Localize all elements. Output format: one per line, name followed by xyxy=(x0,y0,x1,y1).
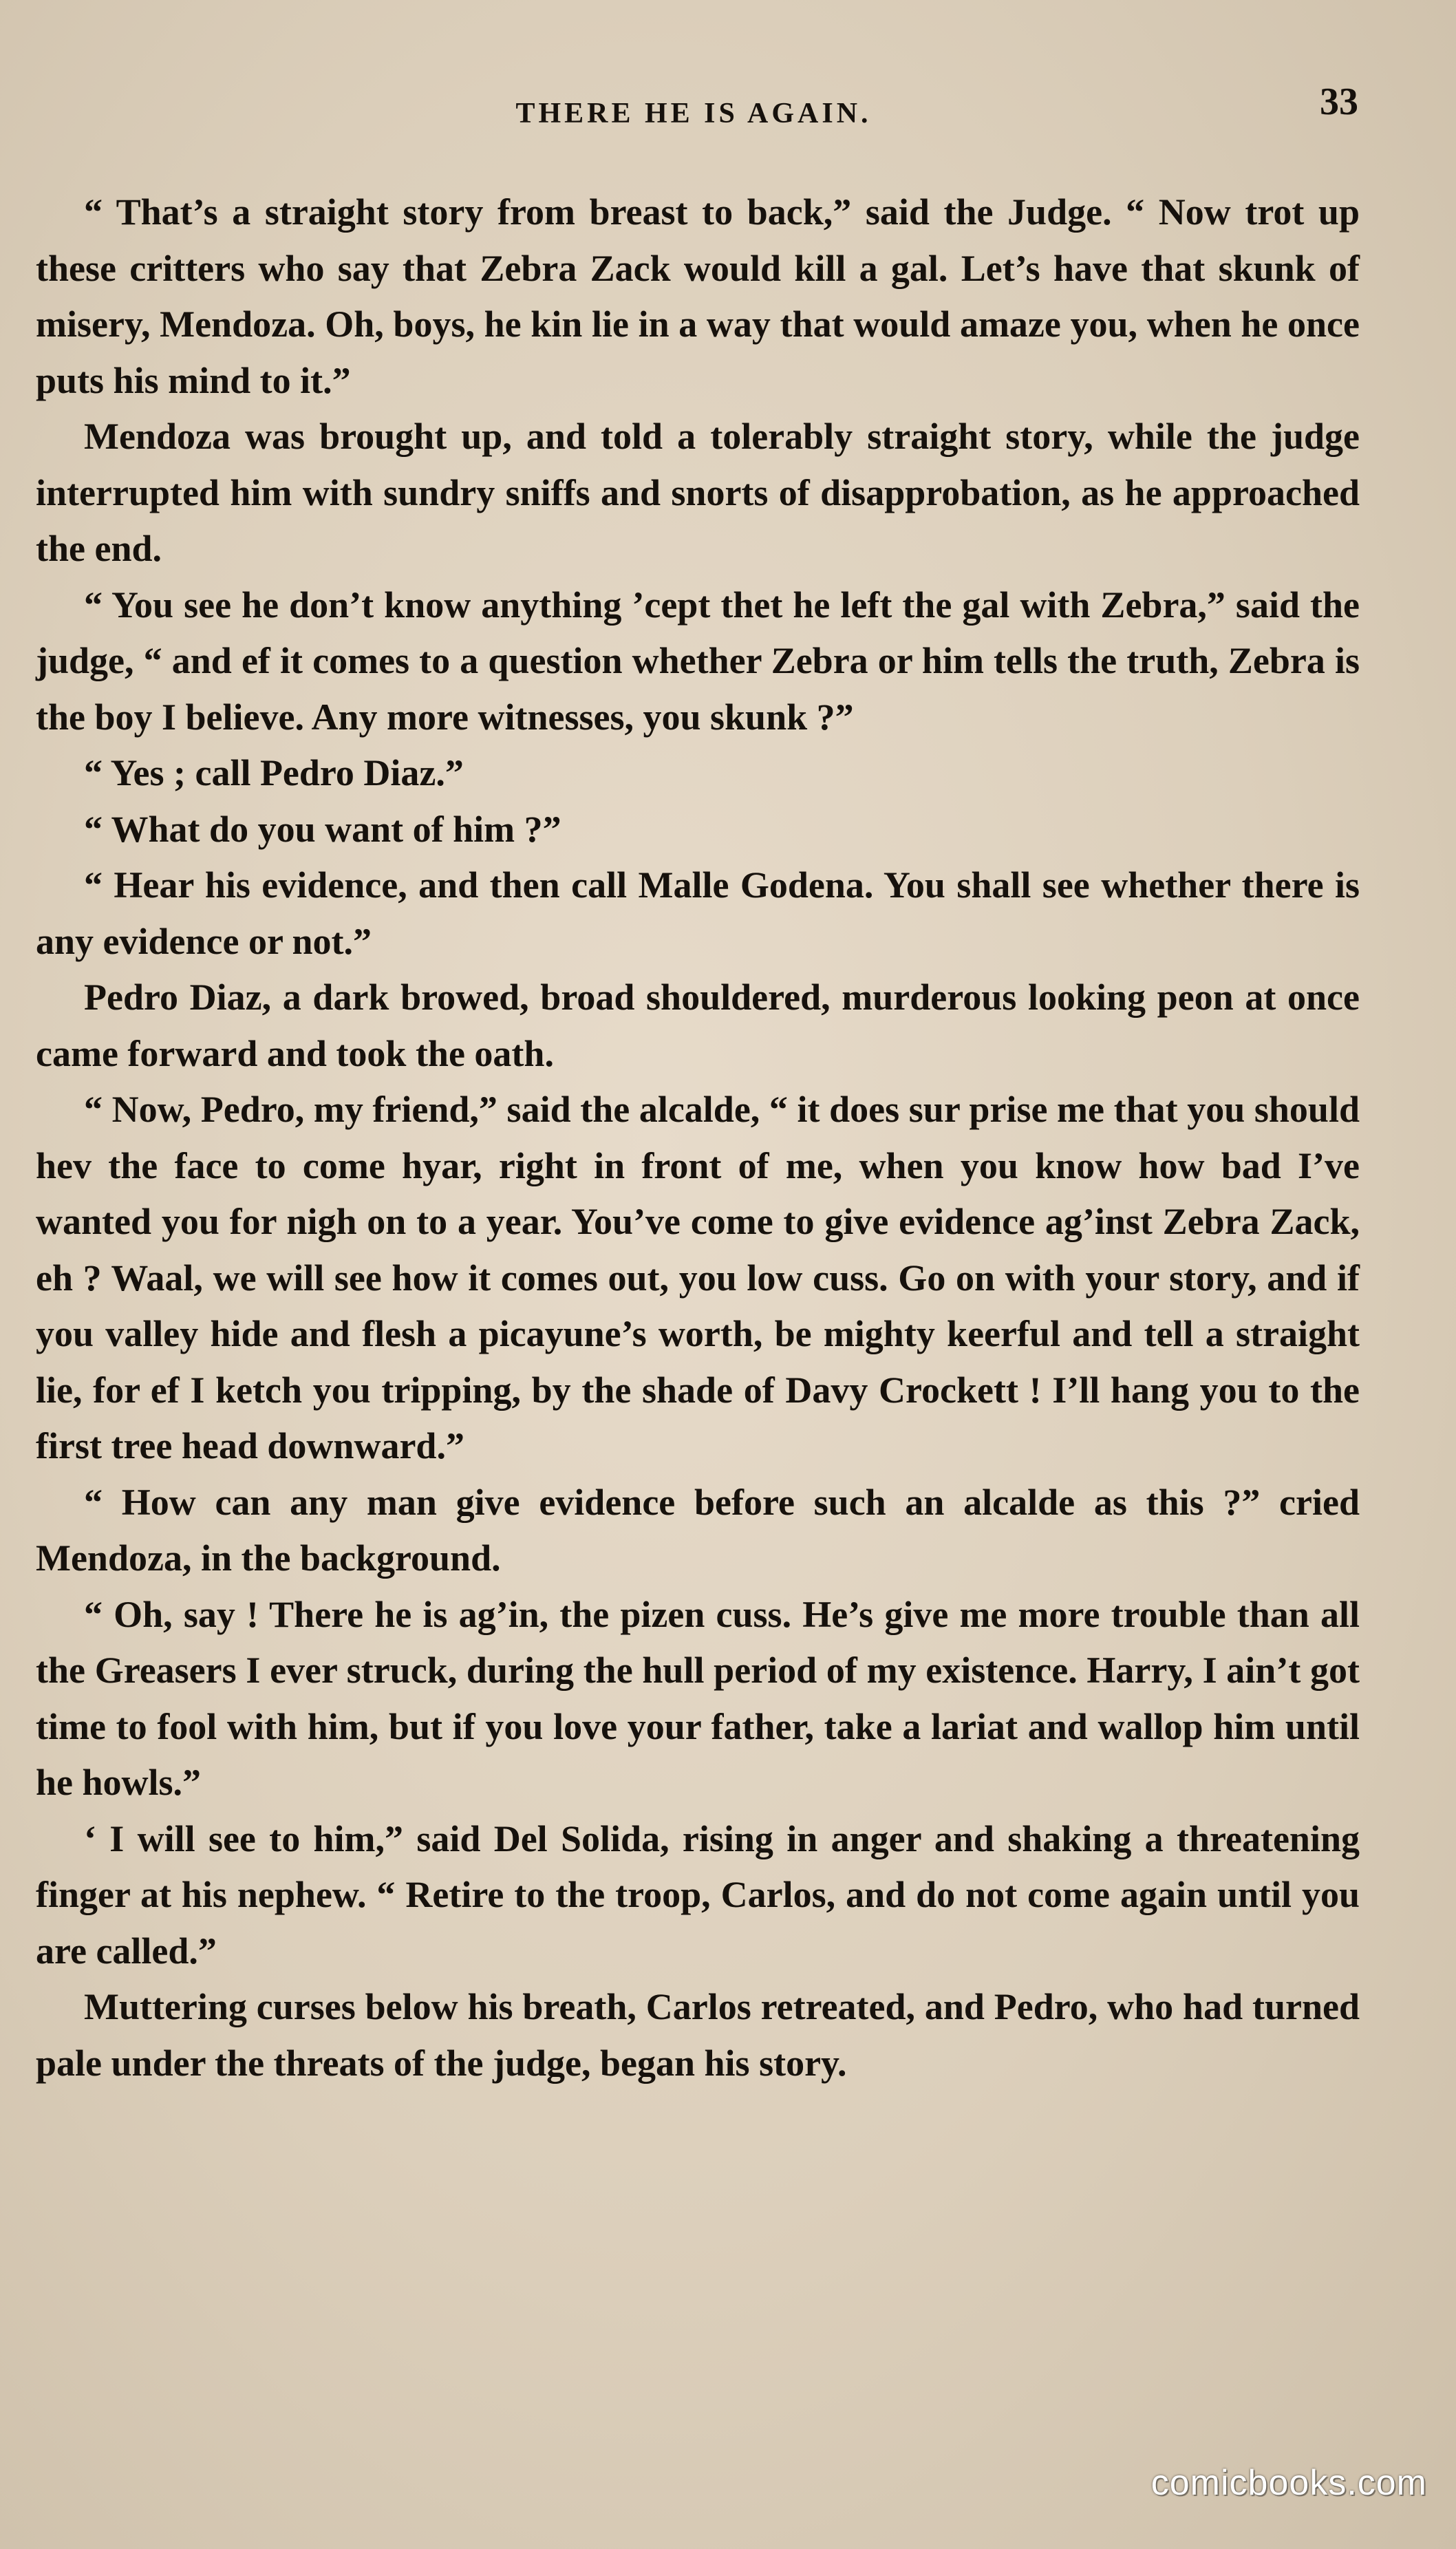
paragraph: “ That’s a straight story from breast to back,” said the Judge. “ Now trot up these critters who say that Zebra Zack would kill a gal. Let’s have that skunk of misery, Mendoza. Oh, boys, he kin lie in a way that would amaze you, when he once puts his mind to it.” xyxy=(36,191,1360,401)
paragraph: Pedro Diaz, a dark browed, broad shouldered, murderous looking peon at once came forward and took the oath. xyxy=(36,977,1360,1074)
paragraph: “ How can any man give evidence before such an alcalde as this ?” cried Mendoza, in the background. xyxy=(36,1481,1360,1579)
paragraph: ‘ I will see to him,” said Del Solida, rising in anger and shaking a threatening finger at his nephew. “ Retire to the troop, Carlos, and do not come again until you are called.” xyxy=(36,1817,1360,1972)
paragraph: “ You see he don’t know anything ’cept thet he left the gal with Zebra,” said the judge, “ and ef it comes to a question whether Zebra or him tells the truth, Zebra is the boy I believe. Any more witnesses, you skunk ?” xyxy=(36,584,1360,738)
paragraph: “ Hear his evidence, and then call Malle Godena. You shall see whether there is any evidence or not.” xyxy=(36,864,1360,962)
paragraph: “ What do you want of him ?” xyxy=(84,808,561,850)
body-text xyxy=(36,184,1360,2091)
running-head: THERE HE IS AGAIN. xyxy=(515,98,872,129)
page-number: 33 xyxy=(1320,81,1358,123)
paragraph: “ Oh, say ! There he is ag’in, the pizen cuss. He’s give me more trouble than all the Greasers I ever struck, during the hull period of my existence. Harry, I ain’t got time to fool with him, but if you love your father, take a lariat and wallop him until he howls.” xyxy=(36,1593,1360,1803)
page-header xyxy=(34,86,1353,141)
paragraph: “ Now, Pedro, my friend,” said the alcalde, “ it does sur prise me that you should hev the face to come hyar, right in front of me, when you know how bad I’ve wanted you for nigh on to a year. You’ve come to give evidence ag’inst Zebra Zack, eh ? Waal, we will see how it comes out, you low cuss. Go on with your story, and if you valley hide and flesh a picayune’s worth, be mighty keerful and tell a straight lie, for ef I ketch you tripping, by the shade of Davy Crockett ! I’ll hang you to the first tree head downward.” xyxy=(36,1089,1360,1467)
paragraph: “ Yes ; call Pedro Diaz.” xyxy=(84,752,464,793)
paragraph: Muttering curses below his breath, Carlos retreated, and Pedro, who had turned pale under the threats of the judge, began his story. xyxy=(36,1986,1360,2084)
paragraph: Mendoza was brought up, and told a tolerably straight story, while the judge interrupted him with sundry sniffs and snorts of disapprobation, as he approached the end. xyxy=(36,416,1360,569)
watermark: comicbooks.com xyxy=(1150,2463,1427,2503)
